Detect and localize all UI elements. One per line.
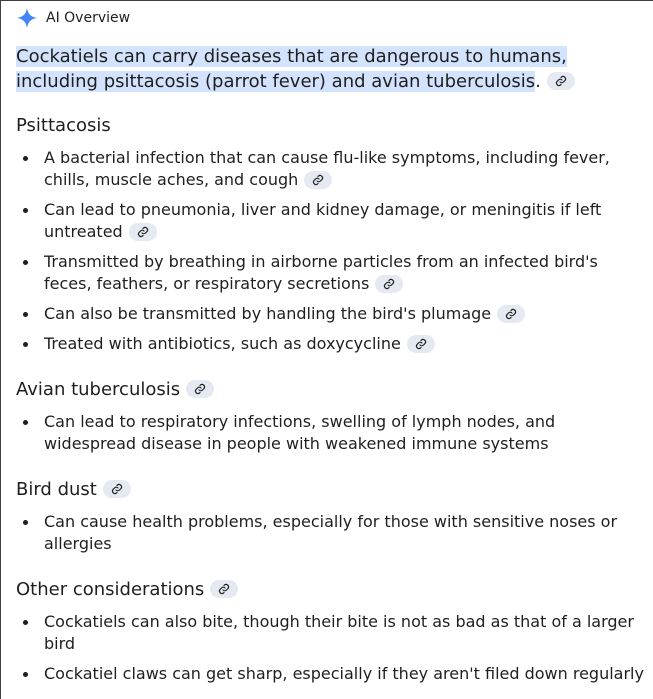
list-item xyxy=(16,333,646,355)
list-item xyxy=(16,251,646,295)
bullet-list xyxy=(16,511,646,555)
summary-text xyxy=(16,44,616,94)
section-psittacosis xyxy=(16,113,646,355)
section-title xyxy=(16,477,646,503)
section-title xyxy=(16,577,646,603)
link-icon xyxy=(415,338,427,350)
list-item-text: Treated with antibiotics, such as doxycycline xyxy=(44,334,401,353)
section-title-text: Other considerations xyxy=(16,579,205,600)
summary-end: . xyxy=(535,71,541,92)
link-icon xyxy=(505,308,517,320)
section-avian-tuberculosis xyxy=(16,377,646,455)
source-link-button[interactable] xyxy=(210,580,238,598)
source-link-button[interactable] xyxy=(186,380,214,398)
list-item-text: Can lead to pneumonia, liver and kidney damage, or meningitis if left untreated xyxy=(44,200,602,241)
link-icon xyxy=(383,278,395,290)
list-item xyxy=(16,511,646,555)
ai-overview-header xyxy=(16,7,130,29)
section-other-considerations xyxy=(16,577,646,685)
list-item-text: Transmitted by breathing in airborne particles from an infected bird's feces, feathers, or respiratory secretions xyxy=(44,252,598,293)
link-icon xyxy=(194,383,206,395)
source-link-button[interactable] xyxy=(304,171,332,189)
list-item-text: Cockatiels can also bite, though their bite is not as bad as that of a larger bird xyxy=(44,612,634,653)
bullet-list xyxy=(16,611,646,685)
list-item xyxy=(16,199,646,243)
sparkle-icon xyxy=(16,7,38,29)
source-link-button[interactable] xyxy=(103,480,131,498)
bullet-list xyxy=(16,147,646,355)
list-item-text: A bacterial infection that can cause flu-like symptoms, including fever, chills, muscle aches, and cough xyxy=(44,148,610,189)
source-link-button[interactable] xyxy=(407,335,435,353)
section-title-text: Avian tuberculosis xyxy=(16,379,181,400)
list-item-text: Can also be transmitted by handling the bird's plumage xyxy=(44,304,492,323)
list-item xyxy=(16,303,646,325)
section-title xyxy=(16,377,646,403)
source-link-button[interactable] xyxy=(129,223,157,241)
list-item xyxy=(16,663,646,685)
list-item xyxy=(16,611,646,655)
source-link-button[interactable] xyxy=(547,72,575,90)
section-title: Psittacosis xyxy=(16,115,111,136)
link-icon xyxy=(218,583,230,595)
ai-overview-title: AI Overview xyxy=(46,10,131,26)
section-bird-dust xyxy=(16,477,646,555)
link-icon xyxy=(312,174,324,186)
list-item xyxy=(16,147,646,191)
link-icon xyxy=(137,226,149,238)
list-item xyxy=(16,411,646,455)
list-item-text: Can lead to respiratory infections, swelling of lymph nodes, and widespread disease in people with weakened immune systems xyxy=(44,412,556,453)
list-item-text: Can cause health problems, especially for those with sensitive noses or allergies xyxy=(44,512,618,553)
summary-highlight: Cockatiels can carry diseases that are dangerous to humans, including psittacosis (parrot fever) and avian tuberculosis xyxy=(16,46,567,92)
link-icon xyxy=(111,483,123,495)
source-link-button[interactable] xyxy=(497,305,525,323)
list-item-text: Cockatiel claws can get sharp, especially if they aren't filed down regularly xyxy=(44,664,644,683)
section-title-text: Bird dust xyxy=(16,479,97,500)
source-link-button[interactable] xyxy=(375,275,403,293)
bullet-list xyxy=(16,411,646,455)
link-icon xyxy=(555,75,567,87)
